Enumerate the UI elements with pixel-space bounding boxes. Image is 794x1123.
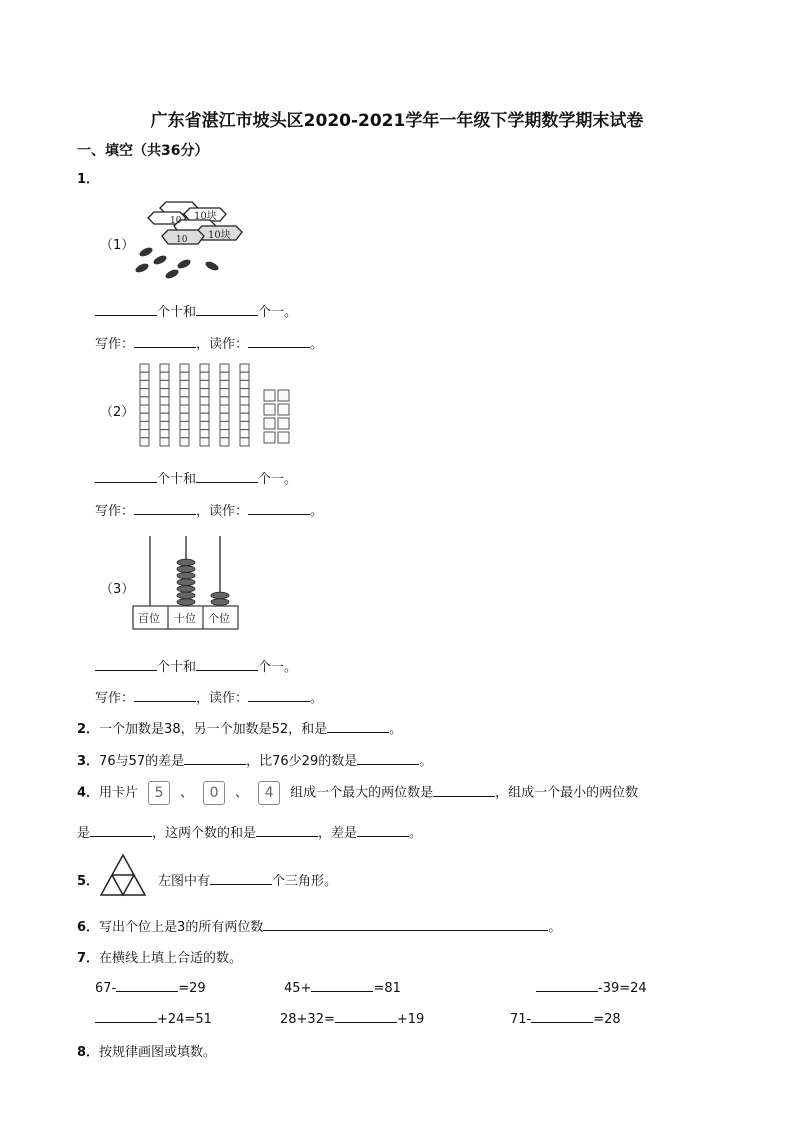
ten-rod-cell [200, 380, 209, 388]
ten-rod-cell [180, 389, 189, 397]
q4-line1: 4．用卡片 5 、 0 、 4 组成一个最大的两位数是 ，组成一个最小的两位数 [77, 781, 638, 805]
ten-rod-cell [220, 438, 229, 446]
place-value-blocks-figure [136, 362, 298, 450]
q7-item: -39=24 [536, 979, 647, 996]
ten-rod-cell [200, 430, 209, 438]
ten-rod-cell [180, 405, 189, 413]
number-card: 0 [203, 781, 225, 805]
answer-blank[interactable] [263, 918, 548, 931]
section-heading: 一、填空（共36分） [77, 143, 209, 159]
ten-rod-cell [140, 389, 149, 397]
ten-rod-cell [240, 430, 249, 438]
ten-rod-cell [200, 421, 209, 429]
abacus-ones-label: 个位 [208, 612, 230, 625]
answer-blank[interactable] [90, 824, 152, 837]
candy-box-label: 10块 [208, 230, 231, 241]
q1-part3-write-line: 写作： ，读作： 。 [95, 691, 324, 706]
abacus-bead [177, 579, 195, 586]
ten-rod-cell [140, 372, 149, 380]
q8-line: 8．按规律画图或填数。 [77, 1045, 217, 1060]
ten-rod-cell [160, 405, 169, 413]
answer-blank[interactable] [184, 752, 246, 765]
ten-rod-cell [140, 430, 149, 438]
answer-blank[interactable] [311, 979, 373, 992]
ten-rod-cell [220, 421, 229, 429]
q1-part2-write-line: 写作： ，读作： 。 [95, 504, 324, 519]
q1-part1-tens-line: 个十和 个一。 [95, 301, 297, 320]
answer-blank[interactable] [327, 720, 389, 733]
ten-rod-cell [240, 372, 249, 380]
answer-blank[interactable] [134, 689, 196, 702]
candy-box-label: 10块 [194, 211, 217, 222]
answer-blank[interactable] [95, 1010, 157, 1023]
ten-rod-cell [160, 430, 169, 438]
answer-blank[interactable] [210, 872, 272, 885]
candy-box-label: 10 [170, 216, 182, 226]
ten-rod-cell [240, 380, 249, 388]
ten-rod-cell [240, 438, 249, 446]
ten-rod-cell [180, 372, 189, 380]
abacus-tens-label: 十位 [174, 612, 196, 625]
ten-rod-cell [160, 380, 169, 388]
ten-rod-cell [140, 413, 149, 421]
q1-part3-label: （3） [100, 582, 135, 597]
ten-rod-cell [200, 405, 209, 413]
abacus-bead [177, 559, 195, 566]
page-title: 广东省湛江市坡头区2020-2021学年一年级下学期数学期末试卷 [150, 111, 644, 131]
ten-rod-cell [240, 397, 249, 405]
answer-blank[interactable] [335, 1010, 397, 1023]
answer-blank[interactable] [531, 1010, 593, 1023]
number-card: 5 [148, 781, 170, 805]
abacus-bead [177, 599, 195, 606]
unit-cube [278, 432, 289, 443]
answer-blank[interactable] [536, 979, 598, 992]
abacus-hundreds-label: 百位 [138, 612, 160, 625]
unit-cube [264, 418, 275, 429]
ten-rod-cell [220, 380, 229, 388]
q1-part3-tens-line: 个十和 个一。 [95, 656, 297, 675]
unit-cube [264, 432, 275, 443]
ten-rod-cell [220, 364, 229, 372]
ten-rod-cell [220, 405, 229, 413]
ten-rod-cell [180, 397, 189, 405]
ten-rod-cell [220, 372, 229, 380]
ten-rod-cell [140, 397, 149, 405]
answer-blank[interactable] [248, 335, 310, 348]
answer-blank[interactable] [95, 303, 157, 316]
answer-blank[interactable] [357, 752, 419, 765]
ten-rod-cell [160, 364, 169, 372]
ten-rod-cell [200, 364, 209, 372]
unit-cube [264, 390, 275, 401]
q1-part1-write-line: 写作： ，读作： 。 [95, 337, 324, 352]
ten-rod-cell [180, 430, 189, 438]
ten-rod-cell [240, 364, 249, 372]
answer-blank[interactable] [116, 979, 178, 992]
ten-rod-cell [240, 413, 249, 421]
answer-blank[interactable] [196, 303, 258, 316]
number-card: 4 [258, 781, 280, 805]
ten-rod-cell [200, 413, 209, 421]
abacus-bead [211, 599, 229, 606]
ten-rod-cell [240, 405, 249, 413]
abacus-bead [177, 586, 195, 593]
ten-rod-cell [140, 421, 149, 429]
answer-blank[interactable] [256, 824, 318, 837]
answer-blank[interactable] [248, 502, 310, 515]
ten-rod-cell [180, 413, 189, 421]
ten-rod-cell [200, 389, 209, 397]
abacus-figure [130, 530, 242, 634]
ten-rod-cell [160, 413, 169, 421]
q5-line: 左图中有 个三角形。 [158, 874, 338, 889]
ten-rod-cell [220, 397, 229, 405]
ten-rod-cell [160, 389, 169, 397]
ten-rod-cell [220, 413, 229, 421]
ten-rod-cell [220, 430, 229, 438]
ten-rod-cell [180, 438, 189, 446]
q7-item: 28+32= +19 [280, 1012, 425, 1027]
ten-rod-cell [200, 372, 209, 380]
ten-rod-cell [160, 397, 169, 405]
abacus-bead [177, 572, 195, 579]
ten-rod-cell [140, 405, 149, 413]
q1-part1-label: （1） [100, 238, 135, 253]
q4-line2: 是 ，这两个数的和是 ，差是 。 [77, 826, 423, 841]
q1-part2-tens-line: 个十和 个一。 [95, 468, 297, 487]
abacus-bead [177, 592, 195, 599]
q7-line: 7．在横线上填上合适的数。 [77, 951, 243, 966]
unit-cube [264, 404, 275, 415]
ten-rod-cell [240, 389, 249, 397]
unit-cube [278, 390, 289, 401]
q7-item: 45+ =81 [284, 981, 401, 996]
q2-line: 2．一个加数是38，另一个加数是52，和是 。 [77, 722, 403, 737]
q3-line: 3．76与57的差是 ，比76少29的数是 。 [77, 754, 433, 769]
ten-rod-cell [200, 438, 209, 446]
ten-rod-cell [140, 364, 149, 372]
ten-rod-cell [160, 421, 169, 429]
answer-blank[interactable] [248, 689, 310, 702]
q6-line: 6．写出个位上是3的所有两位数 。 [77, 920, 562, 935]
q7-item: 71- =28 [510, 1012, 621, 1027]
candy-box-label: 10 [176, 235, 188, 245]
answer-blank[interactable] [433, 784, 495, 797]
answer-blank[interactable] [357, 824, 409, 837]
unit-cube [278, 404, 289, 415]
ten-rod-cell [240, 421, 249, 429]
abacus-bead [177, 566, 195, 573]
q7-item: 67- =29 [95, 981, 206, 996]
triangle-figure [98, 852, 148, 898]
ten-rod-cell [140, 438, 149, 446]
q7-item: +24=51 [95, 1010, 212, 1027]
ten-rod-cell [160, 372, 169, 380]
ten-rod-cell [200, 397, 209, 405]
q1-part2-label: （2） [100, 405, 135, 420]
ten-rod-cell [180, 380, 189, 388]
ten-rod-cell [140, 380, 149, 388]
ten-rod-cell [180, 421, 189, 429]
unit-cube [278, 418, 289, 429]
q5-number: 5． [77, 874, 100, 889]
q1-number: 1． [77, 172, 100, 187]
candy-figure [132, 196, 250, 280]
abacus-bead [211, 592, 229, 599]
answer-blank[interactable] [196, 470, 258, 483]
answer-blank[interactable] [134, 502, 196, 515]
answer-blank[interactable] [134, 335, 196, 348]
answer-blank[interactable] [196, 658, 258, 671]
answer-blank[interactable] [95, 658, 157, 671]
answer-blank[interactable] [95, 470, 157, 483]
ten-rod-cell [180, 364, 189, 372]
ten-rod-cell [160, 438, 169, 446]
ten-rod-cell [220, 389, 229, 397]
